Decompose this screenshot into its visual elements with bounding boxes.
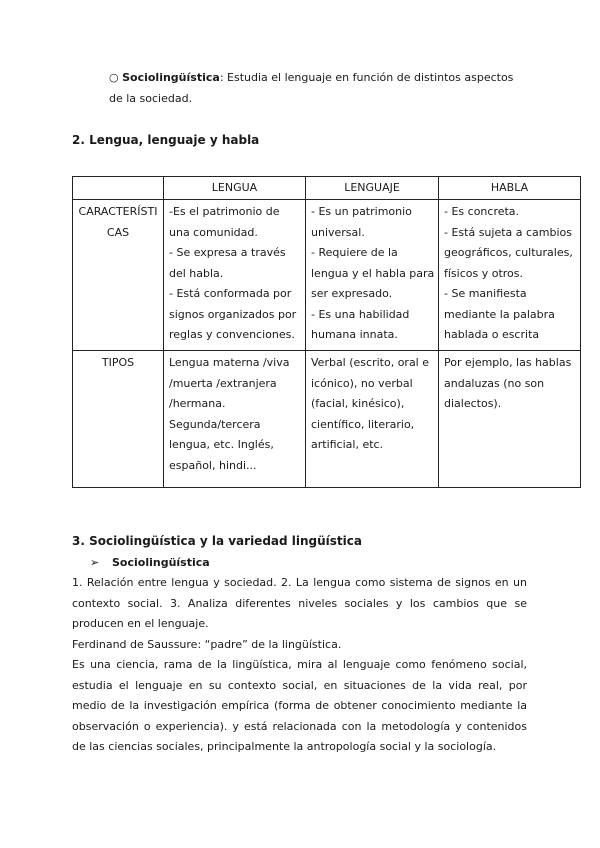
comparison-table (72, 176, 581, 488)
intro-term: Sociolingüística (122, 71, 220, 84)
cell-lenguaje-tipos (306, 351, 439, 488)
arrow-icon: ➢ (90, 556, 100, 569)
paragraph-3: Es una ciencia, rama de la lingüística, mira al lenguaje como fenómeno social, estudia el lenguaje en su contexto social, en situaciones de la vida real, por medio de la investigación empírica (forma de obtener conocimiento mediante la observación o experiencia). y está relacionada con la metodología y contenidos de las ciencias sociales, principalmente la antropología social y la sociología. (72, 658, 527, 753)
table-row (73, 351, 581, 488)
cell-line: - Requiere de la lengua y el habla para ser expresado. (311, 246, 435, 300)
cell-lengua-tipos (164, 351, 306, 488)
cell-line: - Está sujeta a cambios geográficos, culturales, físicos y otros. (444, 225, 573, 280)
header-habla: HABLA (439, 177, 581, 200)
header-lengua: LENGUA (164, 177, 306, 200)
cell-line: -Es el patrimonio de una comunidad. (169, 205, 280, 239)
subheading (90, 553, 210, 574)
cell-lenguaje-caracteristicas (306, 200, 439, 351)
table-header-row (73, 177, 581, 200)
paragraph-1: 1. Relación entre lengua y sociedad. 2. La lengua como sistema de signos en un contexto social. 3. Analiza diferentes niveles sociales y los cambios que se producen en el lenguaje. (72, 576, 527, 630)
cell-line: - Es una habilidad humana innata. (311, 307, 410, 341)
bullet-symbol: ○ (109, 71, 119, 84)
section3-heading: 3. Sociolingüística y la variedad lingüística (72, 534, 362, 548)
cell-line: - Es concreta. (444, 205, 520, 218)
cell-line: - Es un patrimonio universal. (311, 205, 412, 239)
cell-line: Lengua materna /viva /muerta /extranjera /hermana. Segunda/tercera lengua, etc. Inglés, español, hindi... (169, 356, 290, 472)
paragraph-2: Ferdinand de Saussure: “padre” de la lingüística. (72, 637, 342, 651)
section2-heading: 2. Lengua, lenguaje y habla (72, 133, 260, 147)
cell-line: Por ejemplo, las hablas andaluzas (no son dialectos). (444, 356, 572, 410)
row-label-tipos: TIPOS (73, 351, 164, 488)
cell-line: - Se expresa a través del habla. (169, 246, 286, 280)
intro-bullet (109, 68, 529, 109)
cell-line: - Está conformada por signos organizados por reglas y convenciones. (169, 287, 297, 341)
header-empty (73, 177, 164, 200)
row-label-caracteristicas: CARACTERÍSTICAS (73, 200, 164, 351)
cell-line: - Se manifiesta mediante la palabra hablada o escrita (444, 287, 555, 341)
cell-habla-caracteristicas (439, 200, 581, 351)
subheading-text: Sociolingüística (112, 556, 210, 569)
cell-habla-tipos (439, 351, 581, 488)
header-lenguaje: LENGUAJE (306, 177, 439, 200)
section3-body (72, 573, 527, 758)
table-row (73, 200, 581, 351)
intro-text: : Estudia el lenguaje en función de distintos aspectos de la sociedad. (109, 71, 514, 105)
cell-line: Verbal (escrito, oral e icónico), no verbal (facial, kinésico), científico, literario, artificial, etc. (311, 356, 430, 451)
cell-lengua-caracteristicas (164, 200, 306, 351)
